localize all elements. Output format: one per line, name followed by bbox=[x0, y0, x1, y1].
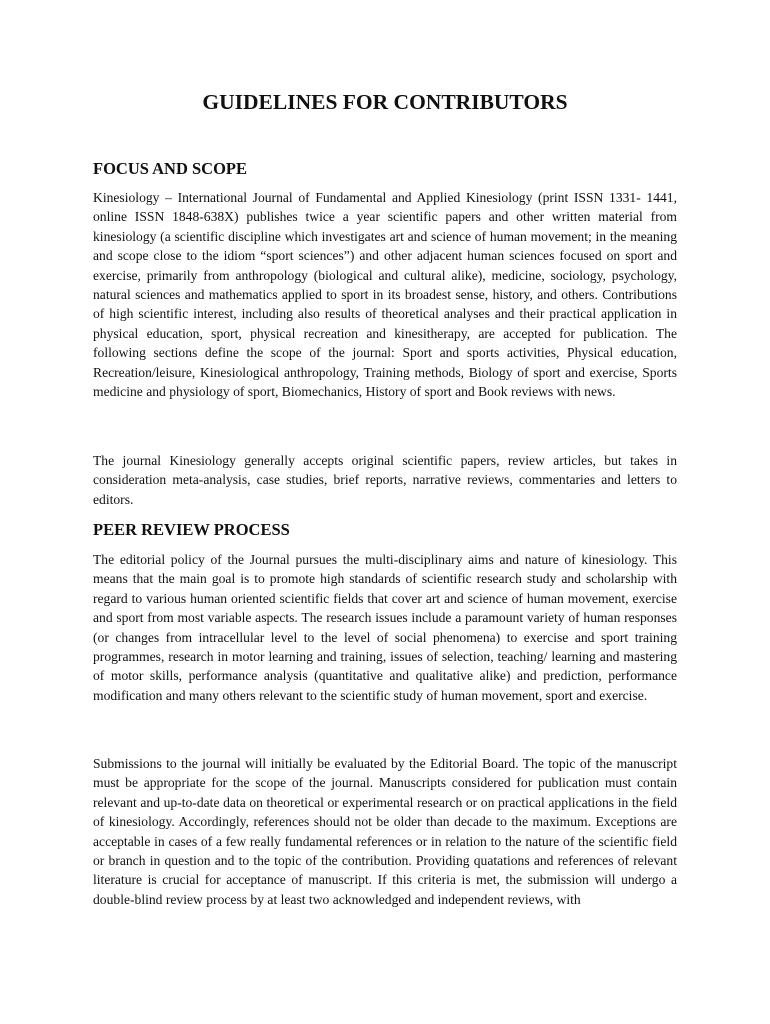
page-title: GUIDELINES FOR CONTRIBUTORS bbox=[202, 90, 568, 114]
focus-paragraph-1: Kinesiology – International Journal of Fundamental and Applied Kinesiology (print ISSN 1331- 1441, online ISSN 1848-638X) publishes twice a year scientific papers and other written material from kinesiology (a scientific discipline which investigates art and science of human movement; in the meaning and scope close to the idiom “sport sciences”) and other adjacent human sciences focused on sport and exercise, primarily from anthropology (biological and cultural alike), medicine, sociology, psychology, natural sciences and mathematics applied to sport in its broadest sense, history, and others. Contributions of high scientific interest, including also results of theoretical analyses and their practical application in physical education, sport, physical recreation and kinesitherapy, are accepted for publication. The following sections define the scope of the journal: Sport and sports activities, Physical education, Recreation/leisure, Kinesiological anthropology, Training methods, Biology of sport and exercise, Sports medicine and physiology of sport, Biomechanics, History of sport and Book reviews with news. bbox=[93, 190, 677, 400]
section-heading-focus-and-scope: FOCUS AND SCOPE bbox=[93, 159, 248, 178]
peer-review-paragraph-1: The editorial policy of the Journal pursues the multi-disciplinary aims and nature of kinesiology. This means that the main goal is to promote high standards of scientific research study and scholarship with regard to various human oriented scientific fields that cover art and science of human movement, exercise and sport from most variable aspects. The research issues include a paramount variety of human responses (or changes from intracellular level to the level of social phenomena) to exercise and sport training programmes, research in motor learning and training, issues of selection, teaching/ learning and mastering of motor skills, performance analysis (quantitative and qualitative alike) and prediction, performance modification and many others relevant to the scientific study of human movement, sport and exercise. bbox=[93, 552, 677, 703]
focus-paragraph-2: The journal Kinesiology generally accepts original scientific papers, review articles, but takes in consideration meta-analysis, case studies, brief reports, narrative reviews, commentaries and letters to editors. bbox=[93, 453, 677, 507]
section-heading-peer-review-process: PEER REVIEW PROCESS bbox=[93, 520, 290, 539]
peer-review-paragraph-2: Submissions to the journal will initially be evaluated by the Editorial Board. The topic of the manuscript must be appropriate for the scope of the journal. Manuscripts considered for publication must contain relevant and up-to-date data on theoretical or experimental research or on practical applications in the field of kinesiology. Accordingly, references should not be older than decade to the maximum. Exceptions are acceptable in cases of a few really fundamental references or in relation to the nature of the scientific field or branch in question and to the topic of the contribution. Providing quatations and references of relevant literature is crucial for acceptance of manuscript. If this criteria is met, the submission will undergo a double-blind review process by at least two acknowledged and independent reviews, with bbox=[93, 756, 677, 907]
